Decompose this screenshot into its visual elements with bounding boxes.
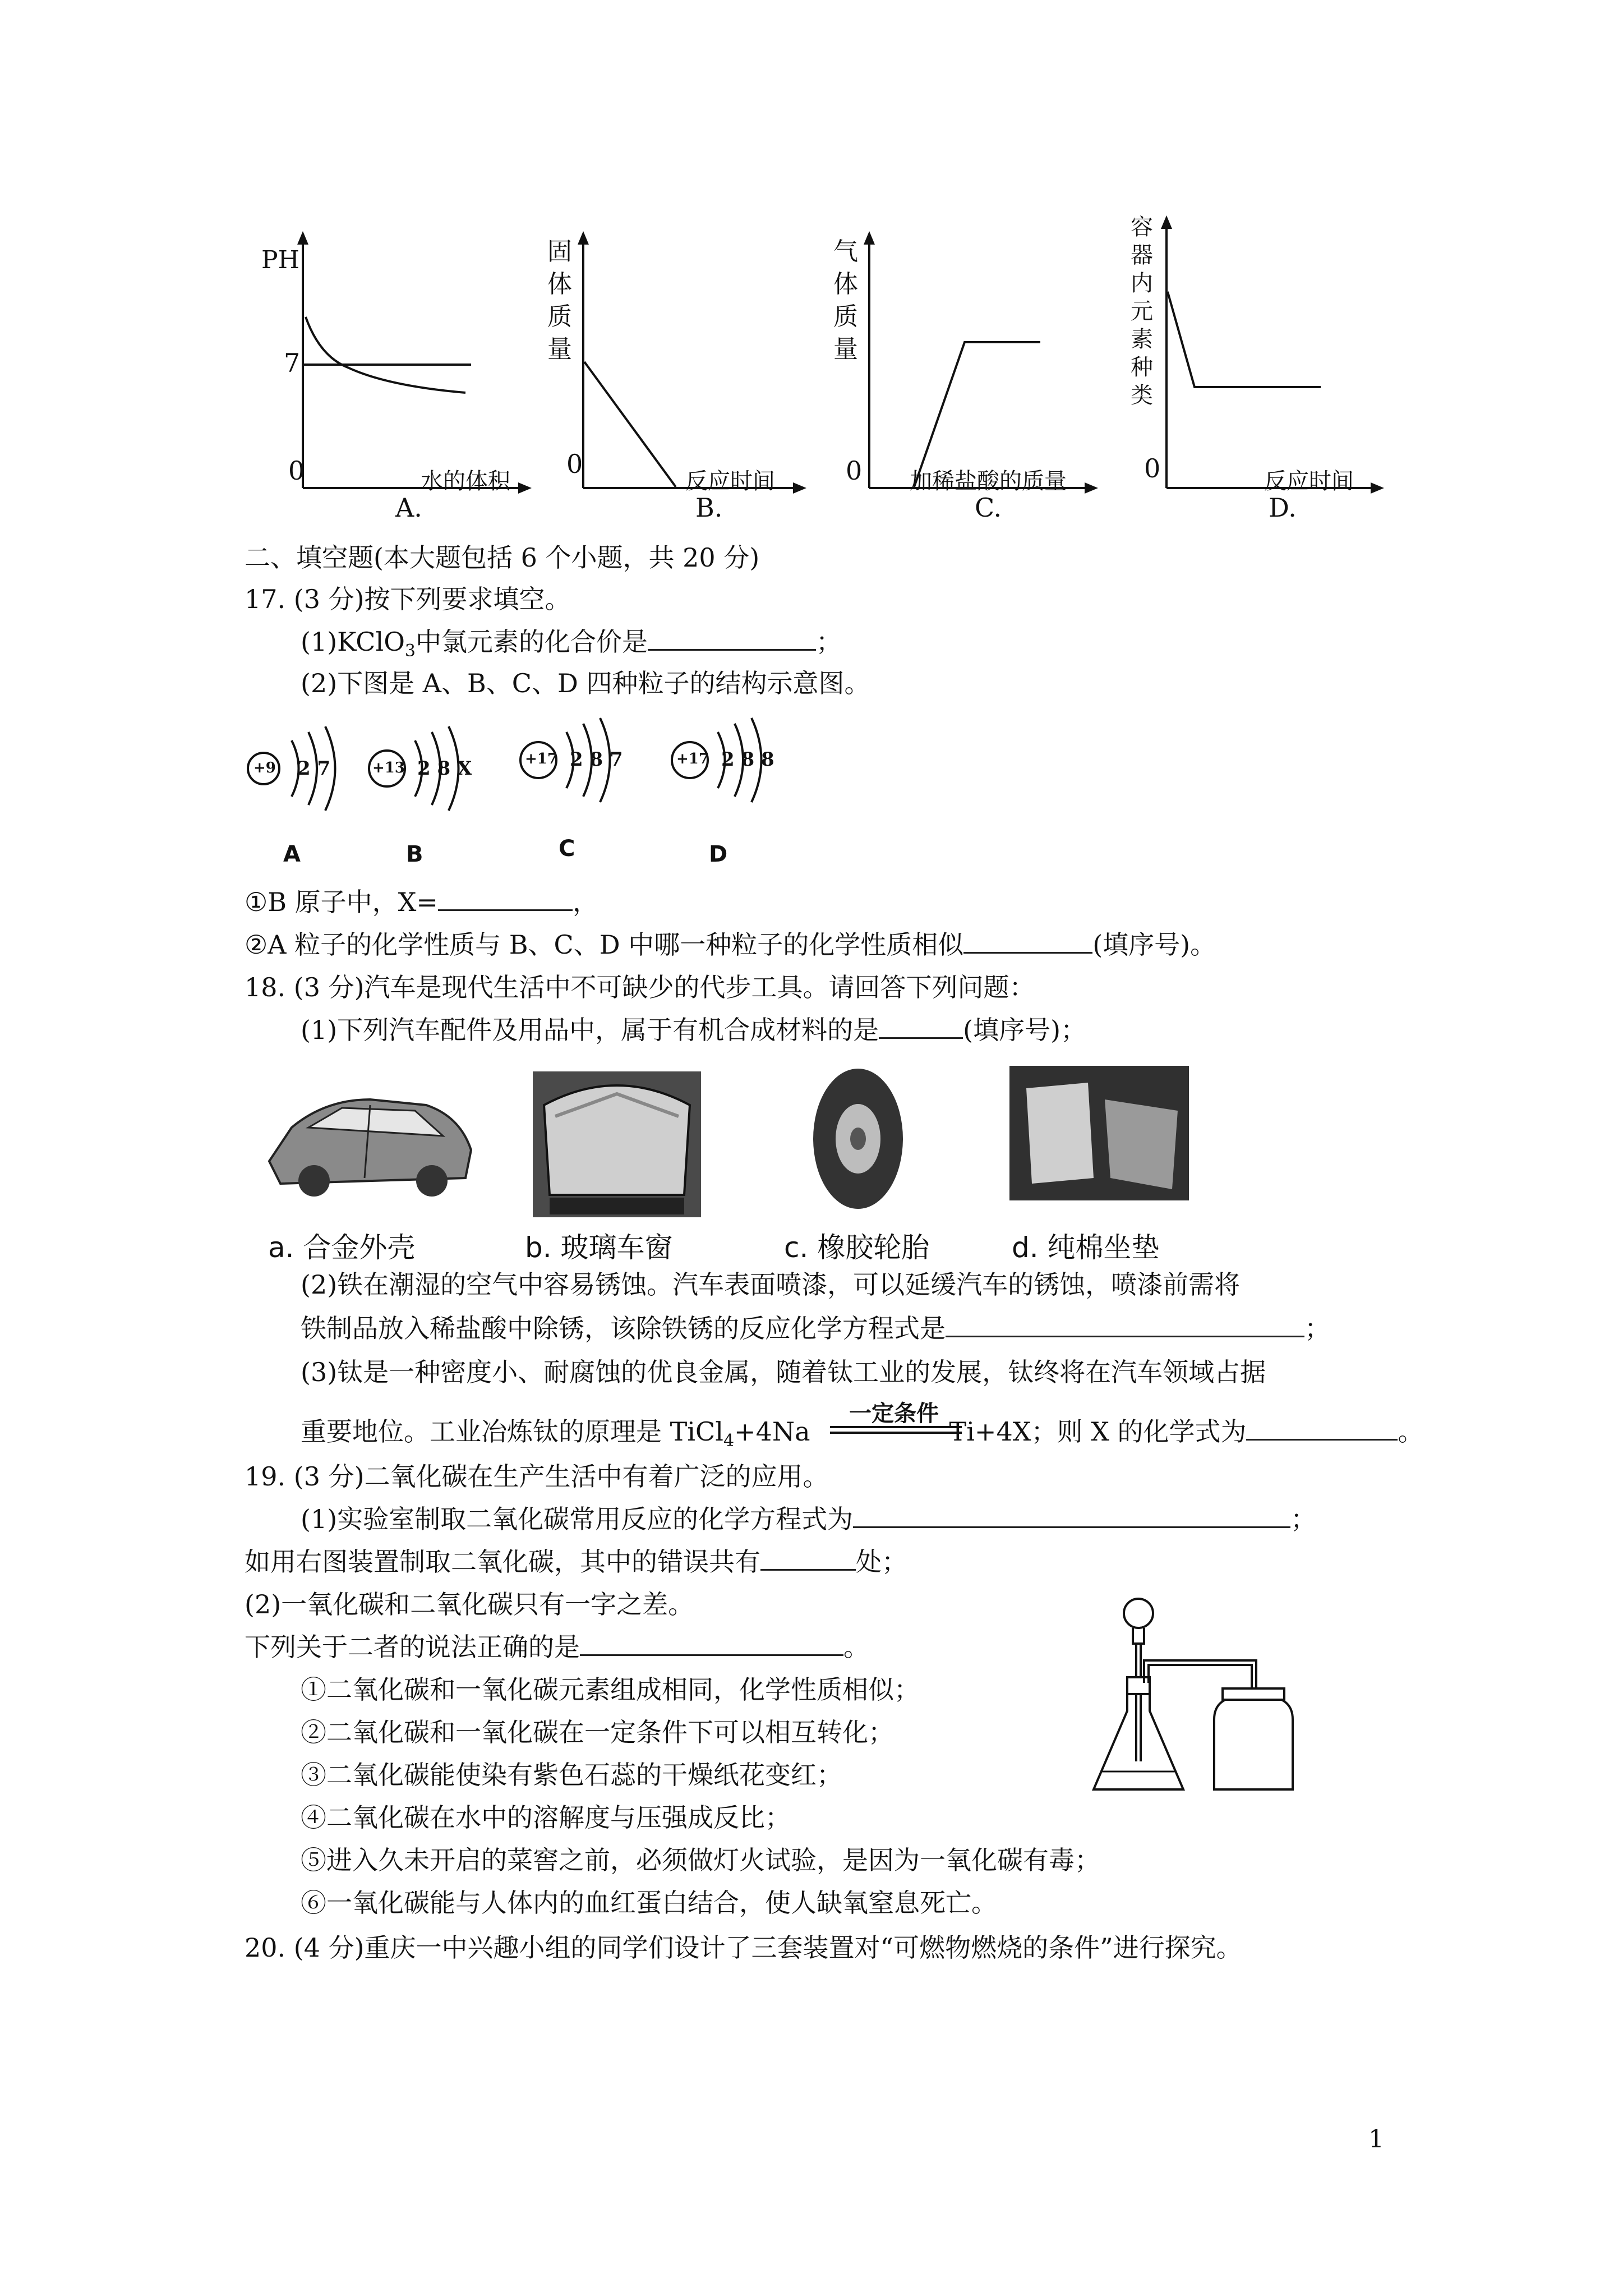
cotton-seat-image [1009, 1066, 1189, 1200]
graph-d-origin: 0 [1144, 453, 1161, 484]
caption-a: a. 合金外壳 [268, 1231, 416, 1264]
atom-c-label: C [559, 836, 575, 862]
atom-d-label: D [709, 841, 728, 867]
q18-p3-mid: +4Na [734, 1416, 810, 1447]
rubber-tire-image [808, 1066, 909, 1212]
q18-part2-line1: (2)铁在潮湿的空气中容易锈蚀。汽车表面喷漆，可以延缓汽车的锈蚀，喷漆前需将 [301, 1269, 1241, 1300]
atom-d-nucleus: +17 [676, 751, 709, 767]
q19-p1-end: ； [1290, 1504, 1317, 1534]
q19-p1-blank[interactable] [853, 1504, 1290, 1528]
q19-option-3: ③二氧化碳能使染有紫色石蕊的干燥纸花变红； [301, 1760, 842, 1790]
q19-p2b-pre: 下列关于二者的说法正确的是 [245, 1632, 580, 1662]
q18-p1-end: (填序号)； [963, 1015, 1087, 1045]
atom-d-shells: 2 8 8 [721, 748, 774, 771]
q20-title: 20. (4 分)重庆一中兴趣小组的同学们设计了三套装置对“可燃物燃烧的条件”进行探究。 [245, 1932, 1242, 1963]
graph-c-xlabel: 加稀盐酸的质量 [910, 468, 1067, 494]
q19-part2: (2)一氧化碳和二氧化碳只有一字之差。 [245, 1589, 694, 1619]
page-number: 1 [1368, 2125, 1384, 2154]
q18-p2-pre: 铁制品放入稀盐酸中除锈，该除铁锈的反应化学方程式是 [301, 1313, 946, 1343]
q18-p2-blank[interactable] [946, 1313, 1304, 1337]
graph-c-origin: 0 [846, 455, 863, 486]
graph-b-ylabel: 固体质量 [547, 237, 572, 364]
q19-p1b-blank[interactable] [760, 1547, 856, 1571]
q19-option-1: ①二氧化碳和一氧化碳元素组成相同，化学性质相似； [301, 1674, 920, 1705]
q17-sub2 [245, 929, 1216, 960]
q17-s2-blank[interactable] [963, 930, 1092, 954]
q18-p3-post: Ti+4X；则 X 的化学式为 [949, 1416, 1247, 1447]
q18-part1 [301, 1014, 1086, 1046]
glass-window-image [533, 1071, 701, 1217]
graph-d-letter: D. [1269, 493, 1297, 523]
q18-p3-blank[interactable] [1246, 1416, 1398, 1441]
q17-p1-sub: 3 [404, 641, 416, 661]
q17-p1-end: ； [816, 627, 842, 657]
q18-title: 18. (3 分)汽车是现代生活中不可缺少的代步工具。请回答下列问题： [245, 972, 1035, 1002]
graph-a-ylabel: PH [261, 246, 299, 274]
q17-s1-end: ， [572, 887, 598, 917]
q18-part3-line1: (3)钛是一种密度小、耐腐蚀的优良金属，随着钛工业的发展，钛终将在汽车领域占据 [301, 1357, 1266, 1387]
q18-p1-blank[interactable] [879, 1015, 963, 1039]
graph-b-origin: 0 [566, 449, 583, 479]
co2-apparatus-diagram [1088, 1593, 1301, 1806]
q17-s2-pre: ②A 粒子的化学性质与 B、C、D 中哪一种粒子的化学性质相似 [245, 930, 964, 960]
atom-a-nucleus: +9 [253, 760, 276, 776]
q18-p3-sub: 4 [723, 1431, 735, 1451]
q17-s1-blank[interactable] [438, 887, 573, 911]
atom-c-nucleus: +17 [525, 751, 557, 767]
q19-p2b-blank[interactable] [580, 1632, 843, 1656]
caption-d: d. 纯棉坐垫 [1012, 1231, 1160, 1264]
section-title: 二、填空题(本大题包括 6 个小题，共 20 分) [245, 542, 760, 573]
q19-p1-pre: (1)实验室制取二氧化碳常用反应的化学方程式为 [301, 1504, 854, 1534]
q19-part2b [245, 1631, 869, 1663]
graph-d-xlabel: 反应时间 [1264, 468, 1354, 494]
q19-p1b-end: 处； [856, 1547, 907, 1577]
q17-p1-post: 中氯元素的化合价是 [416, 627, 648, 657]
q19-option-2: ②二氧化碳和一氧化碳在一定条件下可以相互转化； [301, 1717, 894, 1747]
q18-p2-end: ； [1304, 1313, 1330, 1343]
graph-d-ylabel: 容器内元素种类 [1131, 214, 1153, 408]
q17-p1-blank[interactable] [648, 627, 816, 651]
q17-s1-pre: ①B 原子中，X= [245, 887, 438, 917]
caption-b: b. 玻璃车窗 [525, 1231, 673, 1264]
q19-title: 19. (3 分)二氧化碳在生产生活中有着广泛的应用。 [245, 1461, 829, 1492]
graph-c-ylabel: 气体质量 [833, 237, 858, 364]
atom-a-label: A [283, 841, 301, 867]
q19-option-5: ⑤进入久未开启的菜窖之前，必须做灯火试验，是因为一氧化碳有毒； [301, 1845, 1100, 1875]
q17-sub1 [245, 886, 598, 918]
q19-part1 [301, 1503, 1316, 1535]
q18-p3-pre: 重要地位。工业冶炼钛的原理是 TiCl [301, 1416, 723, 1447]
q18-part2-line2 [301, 1313, 1330, 1344]
graph-b-xlabel: 反应时间 [685, 468, 775, 494]
atom-c-shells: 2 8 7 [570, 748, 623, 771]
q18-p1-pre: (1)下列汽车配件及用品中，属于有机合成材料的是 [301, 1015, 879, 1045]
q18-condition: 一定条件 [849, 1400, 939, 1427]
atom-b-shells: 2 8 X [417, 757, 472, 780]
q17-part2: (2)下图是 A、B、C、D 四种粒子的结构示意图。 [301, 668, 870, 698]
graph-a-origin: 0 [288, 455, 305, 486]
graph-c-letter: C. [975, 493, 1002, 523]
q17-p1-pre: (1)KClO [301, 627, 405, 657]
q17-s2-end: (填序号)。 [1092, 930, 1216, 960]
caption-c: c. 橡胶轮胎 [784, 1231, 930, 1264]
atom-b-nucleus: +13 [372, 760, 405, 776]
graph-a-xlabel: 水的体积 [421, 468, 510, 494]
graph-a-seven: 7 [284, 348, 301, 378]
q19-p1b-pre: 如用右图装置制取二氧化碳，其中的错误共有 [245, 1547, 760, 1577]
graph-a-letter: A. [395, 493, 422, 523]
atom-a-shells: 2 7 [297, 757, 331, 780]
q18-p3-end: 。 [1398, 1416, 1424, 1447]
q19-option-6: ⑥一氧化碳能与人体内的血红蛋白结合，使人缺氧窒息死亡。 [301, 1888, 997, 1918]
q17-title: 17. (3 分)按下列要求填空。 [245, 584, 571, 614]
q19-part1b [245, 1546, 907, 1577]
car-body-image [258, 1066, 482, 1206]
graph-b-letter: B. [695, 493, 723, 523]
q19-p2b-end: 。 [843, 1632, 869, 1662]
atom-b-label: B [406, 841, 423, 867]
q19-option-4: ④二氧化碳在水中的溶解度与压强成反比； [301, 1802, 791, 1833]
q18-part3-line2 [301, 1416, 1423, 1457]
q17-part1 [301, 626, 842, 667]
